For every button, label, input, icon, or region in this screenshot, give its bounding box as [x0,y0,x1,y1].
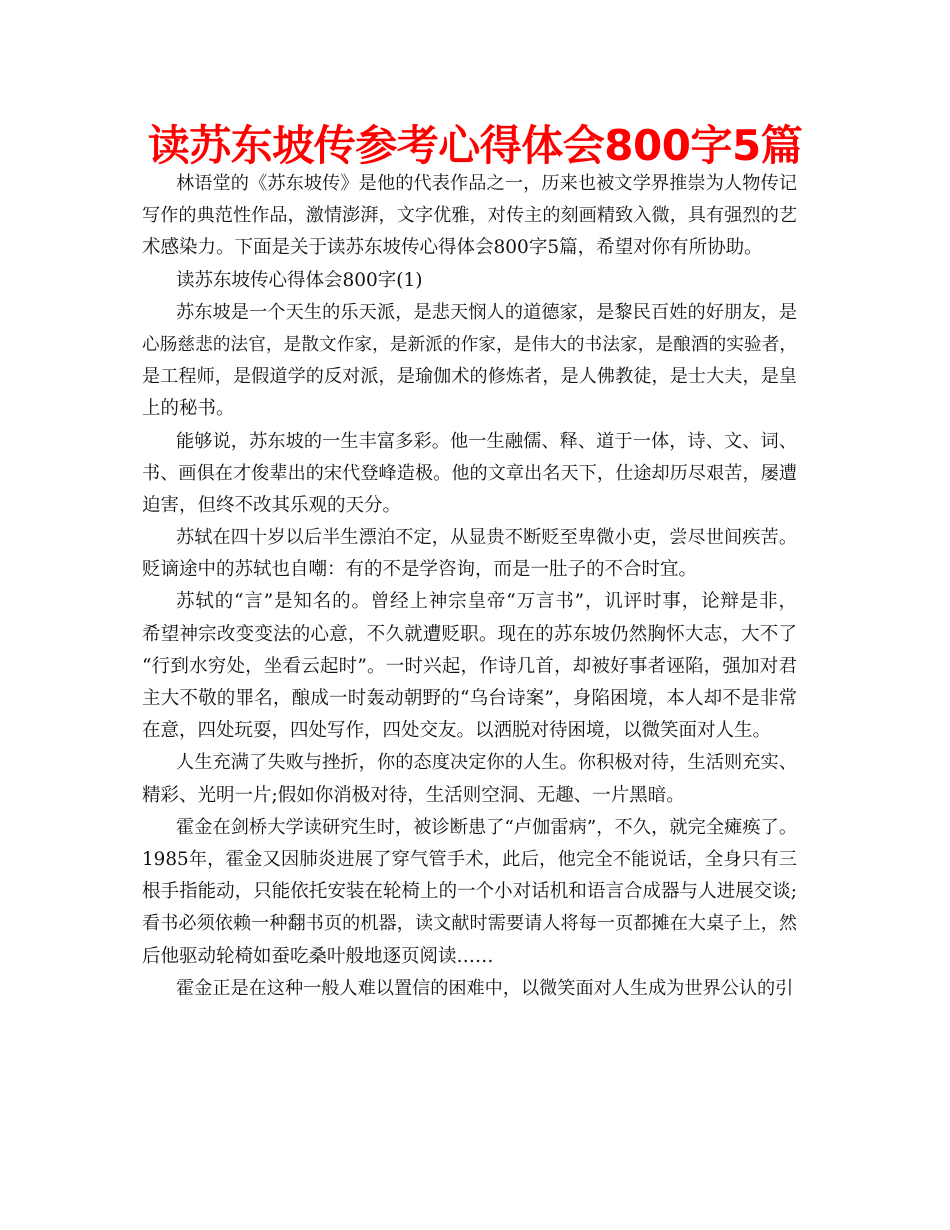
paragraph-line: 看书必须依赖一种翻书页的机器，读文献时需要请人将每一页都摊在大桌子上，然 [142,913,797,935]
paragraph-line: 霍金正是在这种一般人难以置信的困难中，以微笑面对人生成为世界公认的引 [176,977,794,999]
paragraph-line: 是工程师，是假道学的反对派，是瑜伽术的修炼者，是人佛教徒，是士大夫，是皇 [142,366,797,388]
paragraph-line: 在意，四处玩耍，四处写作，四处交友。以洒脱对待困境，以微笑面对人生。 [142,720,772,742]
paragraph-line: 苏轼的“言”是知名的。曾经上神宗皇帝“万言书”，讥评时事，论辩是非， [176,591,797,613]
paragraph-line: 术感染力。下面是关于读苏东坡传心得体会800字5篇，希望对你有所协助。 [142,237,763,259]
paragraph-line: 主大不敬的罪名，酿成一时轰动朝野的“乌台诗案”，身陷困境，本人却不是非常 [142,688,797,709]
paragraph-line: 后他驱动轮椅如蚕吃桑叶般地逐页阅读…… [142,945,494,967]
paragraph-line: 写作的典范性作品，激情澎湃，文字优雅，对传主的刻画精致入微，具有强烈的艺 [142,205,797,227]
paragraph [142,297,797,426]
document-body [142,168,797,1005]
paragraph-line: 根手指能动，只能依托安装在轮椅上的一个小对话机和语言合成器与人进展交谈; [142,881,797,903]
paragraph-line: 读苏东坡传心得体会800字(1) [176,269,423,291]
document-title: 读苏东坡传参考心得体会800字5篇 [147,121,803,170]
paragraph [142,812,797,973]
paragraph [142,586,797,747]
paragraph-line: 苏轼在四十岁以后半生漂泊不定，从显贵不断贬至卑微小吏，尝尽世间疾苦。 [176,527,797,549]
paragraph [142,168,797,265]
paragraph [142,522,797,586]
paragraph [142,426,797,523]
paragraph-line: 人生充满了失败与挫折，你的态度决定你的人生。你积极对待，生活则充实、 [176,752,797,774]
paragraph-line: 能够说，苏东坡的一生丰富多彩。他一生融儒、释、道于一体，诗、文、词、 [176,430,797,452]
paragraph-line: 心肠慈悲的法官，是散文作家，是新派的作家，是伟大的书法家，是酿酒的实验者， [142,334,797,355]
paragraph-line: 1985年，霍金又因肺炎进展了穿气管手术，此后，他完全不能说话，全身只有三 [142,848,797,870]
paragraph-line: 苏东坡是一个天生的乐天派，是悲天悯人的道德家，是黎民百姓的好朋友，是 [176,301,797,323]
paragraph-line: “行到水穷处，坐看云起时”。一时兴起，作诗几首，却被好事者诬陷，强加对君 [142,655,797,677]
paragraph-line: 霍金在剑桥大学读研究生时，被诊断患了“卢伽雷病”，不久，就完全瘫痪了。 [176,816,797,838]
paragraph-line: 迫害，但终不改其乐观的天分。 [142,494,402,516]
paragraph-line: 希望神宗改变变法的心意，不久就遭贬职。现在的苏东坡仍然胸怀大志，大不了 [142,623,797,645]
paragraph [142,265,797,297]
paragraph-line: 林语堂的《苏东坡传》是他的代表作品之一，历来也被文学界推崇为人物传记 [176,173,797,194]
paragraph-line: 上的秘书。 [142,398,235,420]
paragraph-line: 书、画俱在才俊辈出的宋代登峰造极。他的文章出名天下，仕途却历尽艰苦，屡遭 [142,462,797,484]
paragraph-line: 精彩、光明一片;假如你消极对待，生活则空洞、无趣、一片黑暗。 [142,784,685,806]
paragraph [142,747,797,811]
paragraph [142,973,797,1005]
paragraph-line: 贬谪途中的苏轼也自嘲：有的不是学咨询，而是一肚子的不合时宜。 [142,559,698,581]
